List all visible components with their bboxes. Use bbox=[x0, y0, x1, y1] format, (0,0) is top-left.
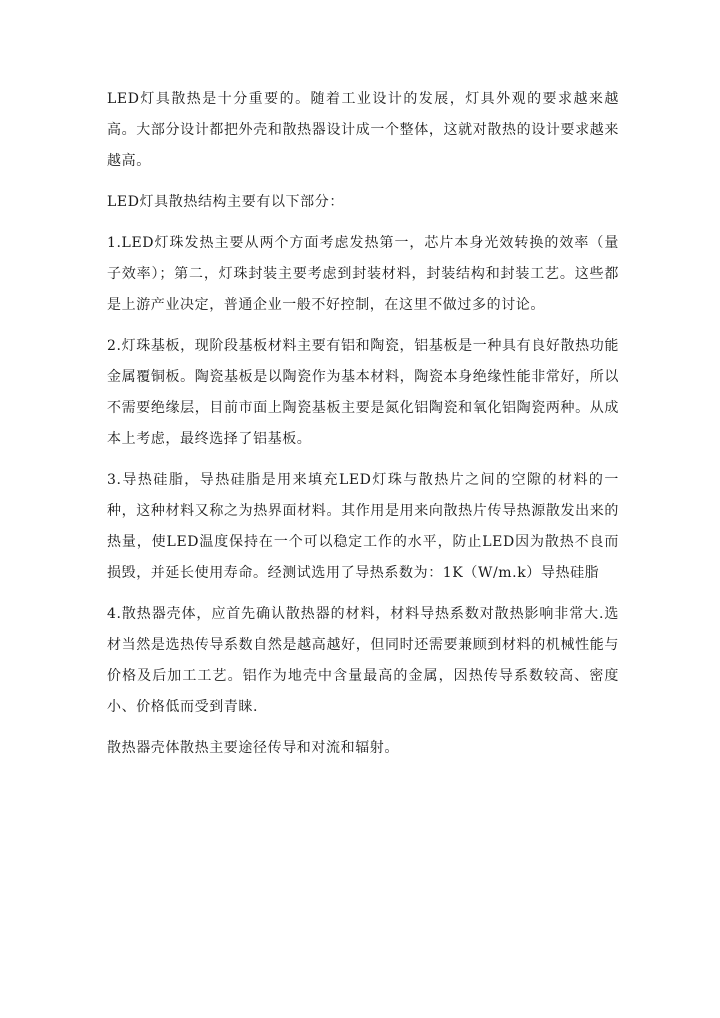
document-body bbox=[107, 84, 619, 764]
paragraph-item-2-substrate: 2.灯珠基板，现阶段基板材料主要有铝和陶瓷，铝基板是一种具有良好散热功能金属覆铜板。陶瓷基板是以陶瓷作为基本材料，陶瓷本身绝缘性能非常好，所以不需要绝缘层，目前市面上陶瓷基板主要是氮化铝陶瓷和氧化铝陶瓷两种。从成本上考虑，最终选择了铝基板。 bbox=[107, 338, 619, 447]
paragraph-item-4-heatsink-housing: 4.散热器壳体，应首先确认散热器的材料，材料导热系数对散热影响非常大.选材当然是选热传导系数自然是越高越好，但同时还需要兼顾到材料的机械性能与价格及后加工工艺。铝作为地壳中含量最高的金属，因热传导系数较高、密度小、价格低而受到青睐. bbox=[107, 606, 619, 715]
paragraph-intro: LED灯具散热是十分重要的。随着工业设计的发展，灯具外观的要求越来越高。大部分设计都把外壳和散热器设计成一个整体，这就对散热的设计要求越来越高。 bbox=[107, 91, 619, 169]
paragraph-item-3-thermal-grease: 3.导热硅脂，导热硅脂是用来填充LED灯珠与散热片之间的空隙的材料的一种，这种材料又称之为热界面材料。其作用是用来向散热片传导热源散发出来的热量，使LED温度保持在一个可以稳定工作的水平，防止LED因为散热不良而损毁，并延长使用寿命。经测试选用了导热系数为：1K（W/m.k）导热硅脂 bbox=[107, 472, 619, 581]
paragraph-structure-heading: LED灯具散热结构主要有以下部分： bbox=[107, 194, 344, 210]
paragraph-item-1-led-chip: 1.LED灯珠发热主要从两个方面考虑发热第一，芯片本身光效转换的效率（量子效率）；第二，灯珠封装主要考虑到封装材料，封装结构和封装工艺。这些都是上游产业决定，普通企业一般不好控制，在这里不做过多的讨论。 bbox=[107, 235, 619, 313]
paragraph-conclusion: 散热器壳体散热主要途径传导和对流和辐射。 bbox=[107, 740, 399, 756]
